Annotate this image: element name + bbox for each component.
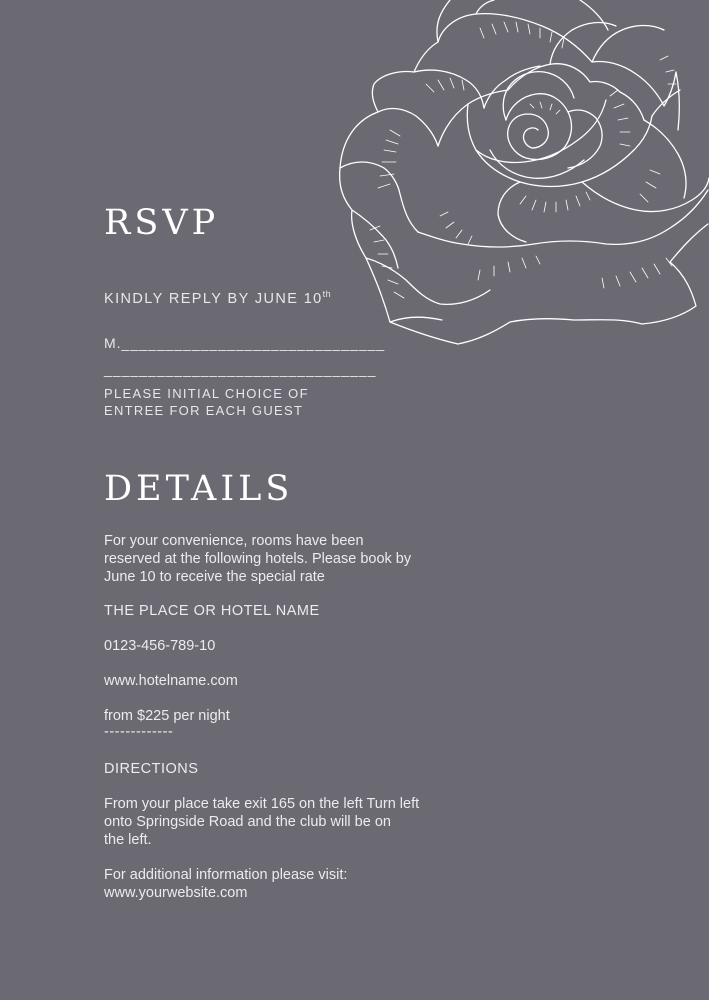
entree-instructions-line: ENTREE FOR EACH GUEST (104, 403, 304, 418)
paragraph-line: reserved at the following hotels. Please book by (104, 551, 412, 567)
paragraph-line: From your place take exit 165 on the left Turn left (104, 796, 420, 812)
section-separator: ------------- (104, 724, 174, 740)
guest-blank-line: _______________________________ (104, 361, 377, 377)
directions-paragraph (104, 795, 504, 849)
entree-instructions-line: PLEASE INITIAL CHOICE OF (104, 386, 309, 401)
additional-info (104, 866, 504, 902)
entree-instructions (104, 385, 309, 419)
details-title: DETAILS (104, 469, 294, 509)
additional-info-website: www.yourwebsite.com (104, 885, 248, 901)
hotel-phone: 0123-456-789-10 (104, 638, 216, 654)
guest-name-line: M.______________________________ (104, 335, 386, 351)
hotel-name: THE PLACE OR HOTEL NAME (104, 603, 320, 619)
reply-deadline (104, 289, 331, 307)
directions-heading: DIRECTIONS (104, 761, 199, 777)
rose-illustration-icon (330, 0, 709, 360)
reply-deadline-suffix: th (322, 289, 332, 299)
paragraph-line: the left. (104, 832, 152, 848)
paragraph-line: June 10 to receive the special rate (104, 569, 325, 585)
hotel-website: www.hotelname.com (104, 673, 238, 689)
additional-info-text: For additional information please visit: (104, 867, 348, 883)
hotel-price: from $225 per night (104, 708, 230, 724)
paragraph-line: onto Springside Road and the club will be on (104, 814, 391, 830)
paragraph-line: For your convenience, rooms have been (104, 533, 364, 549)
rsvp-title: RSVP (104, 203, 220, 243)
reply-deadline-text: KINDLY REPLY BY JUNE 10 (104, 291, 323, 307)
hotel-intro-paragraph (104, 532, 504, 586)
